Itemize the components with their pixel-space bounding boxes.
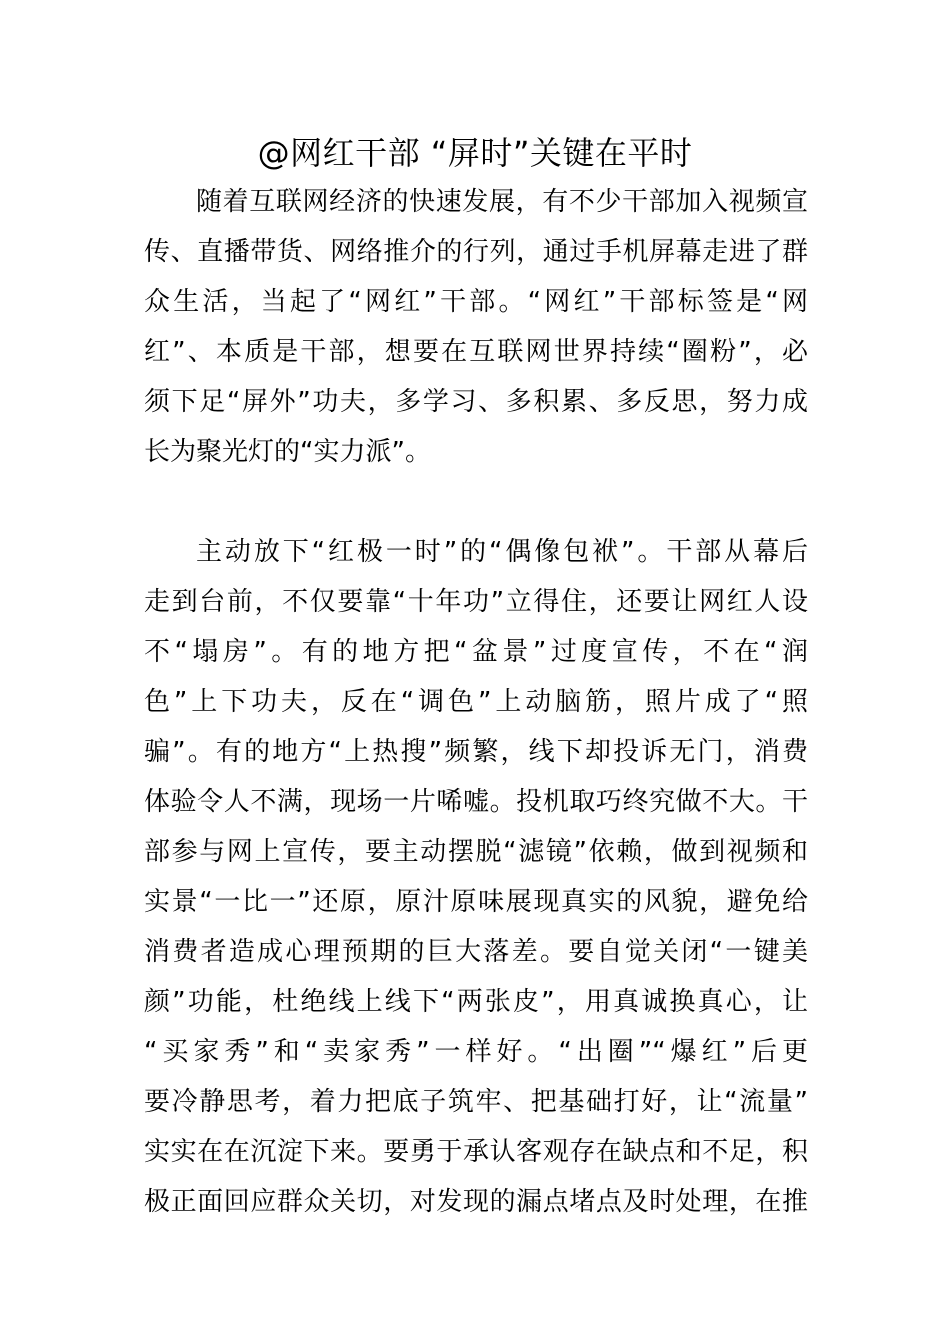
paragraph-1-line-1: 随着互联网经济的快速发展，有不少干部加入视频宣 [196,187,808,217]
paragraph-2-line-10: 颜”功能，杜绝线上线下“两张皮”，用真诚换真心，让 [144,987,808,1017]
paragraph-2-line-5: 骗”。有的地方“上热搜”频繁，线下却投诉无门，消费 [144,737,808,767]
paragraph-2-line-11: “买家秀”和“卖家秀”一样好。“出圈”“爆红”后更 [144,1037,808,1067]
paragraph-2-line-13: 实实在在沉淀下来。要勇于承认客观存在缺点和不足，积 [144,1137,808,1167]
article-title: @网红干部 “屏时”关键在平时 [257,134,693,172]
paragraph-2-line-7: 部参与网上宣传，要主动摆脱“滤镜”依赖，做到视频和 [144,837,808,867]
paragraph-2-line-3: 不“塌房”。有的地方把“盆景”过度宣传，不在“润 [144,637,808,667]
paragraph-1-line-6: 长为聚光灯的“实力派”。 [144,437,431,467]
paragraph-2-line-6: 体验令人不满，现场一片唏嘘。投机取巧终究做不大。干 [144,787,808,817]
paragraph-2-line-1: 主动放下“红极一时”的“偶像包袱”。干部从幕后 [196,537,808,567]
paragraph-1-line-5: 须下足“屏外”功夫，多学习、多积累、多反思，努力成 [144,387,808,417]
paragraph-2-line-9: 消费者造成心理预期的巨大落差。要自觉关闭“一键美 [144,937,808,967]
paragraph-2-line-14: 极正面回应群众关切，对发现的漏点堵点及时处理，在推 [144,1187,808,1217]
paragraph-2-line-2: 走到台前，不仅要靠“十年功”立得住，还要让网红人设 [144,587,808,617]
paragraph-2-line-8: 实景“一比一”还原，原汁原味展现真实的风貌，避免给 [144,887,808,917]
paragraph-1-line-3: 众生活，当起了“网红”干部。“网红”干部标签是“网 [144,287,808,317]
paragraph-1-line-4: 红”、本质是干部，想要在互联网世界持续“圈粉”，必 [144,337,808,367]
paragraph-1-line-2: 传、直播带货、网络推介的行列，通过手机屏幕走进了群 [144,237,808,267]
paragraph-2-line-4: 色”上下功夫，反在“调色”上动脑筋，照片成了“照 [144,687,808,717]
paragraph-2-line-12: 要冷静思考，着力把底子筑牢、把基础打好，让“流量” [144,1087,808,1117]
